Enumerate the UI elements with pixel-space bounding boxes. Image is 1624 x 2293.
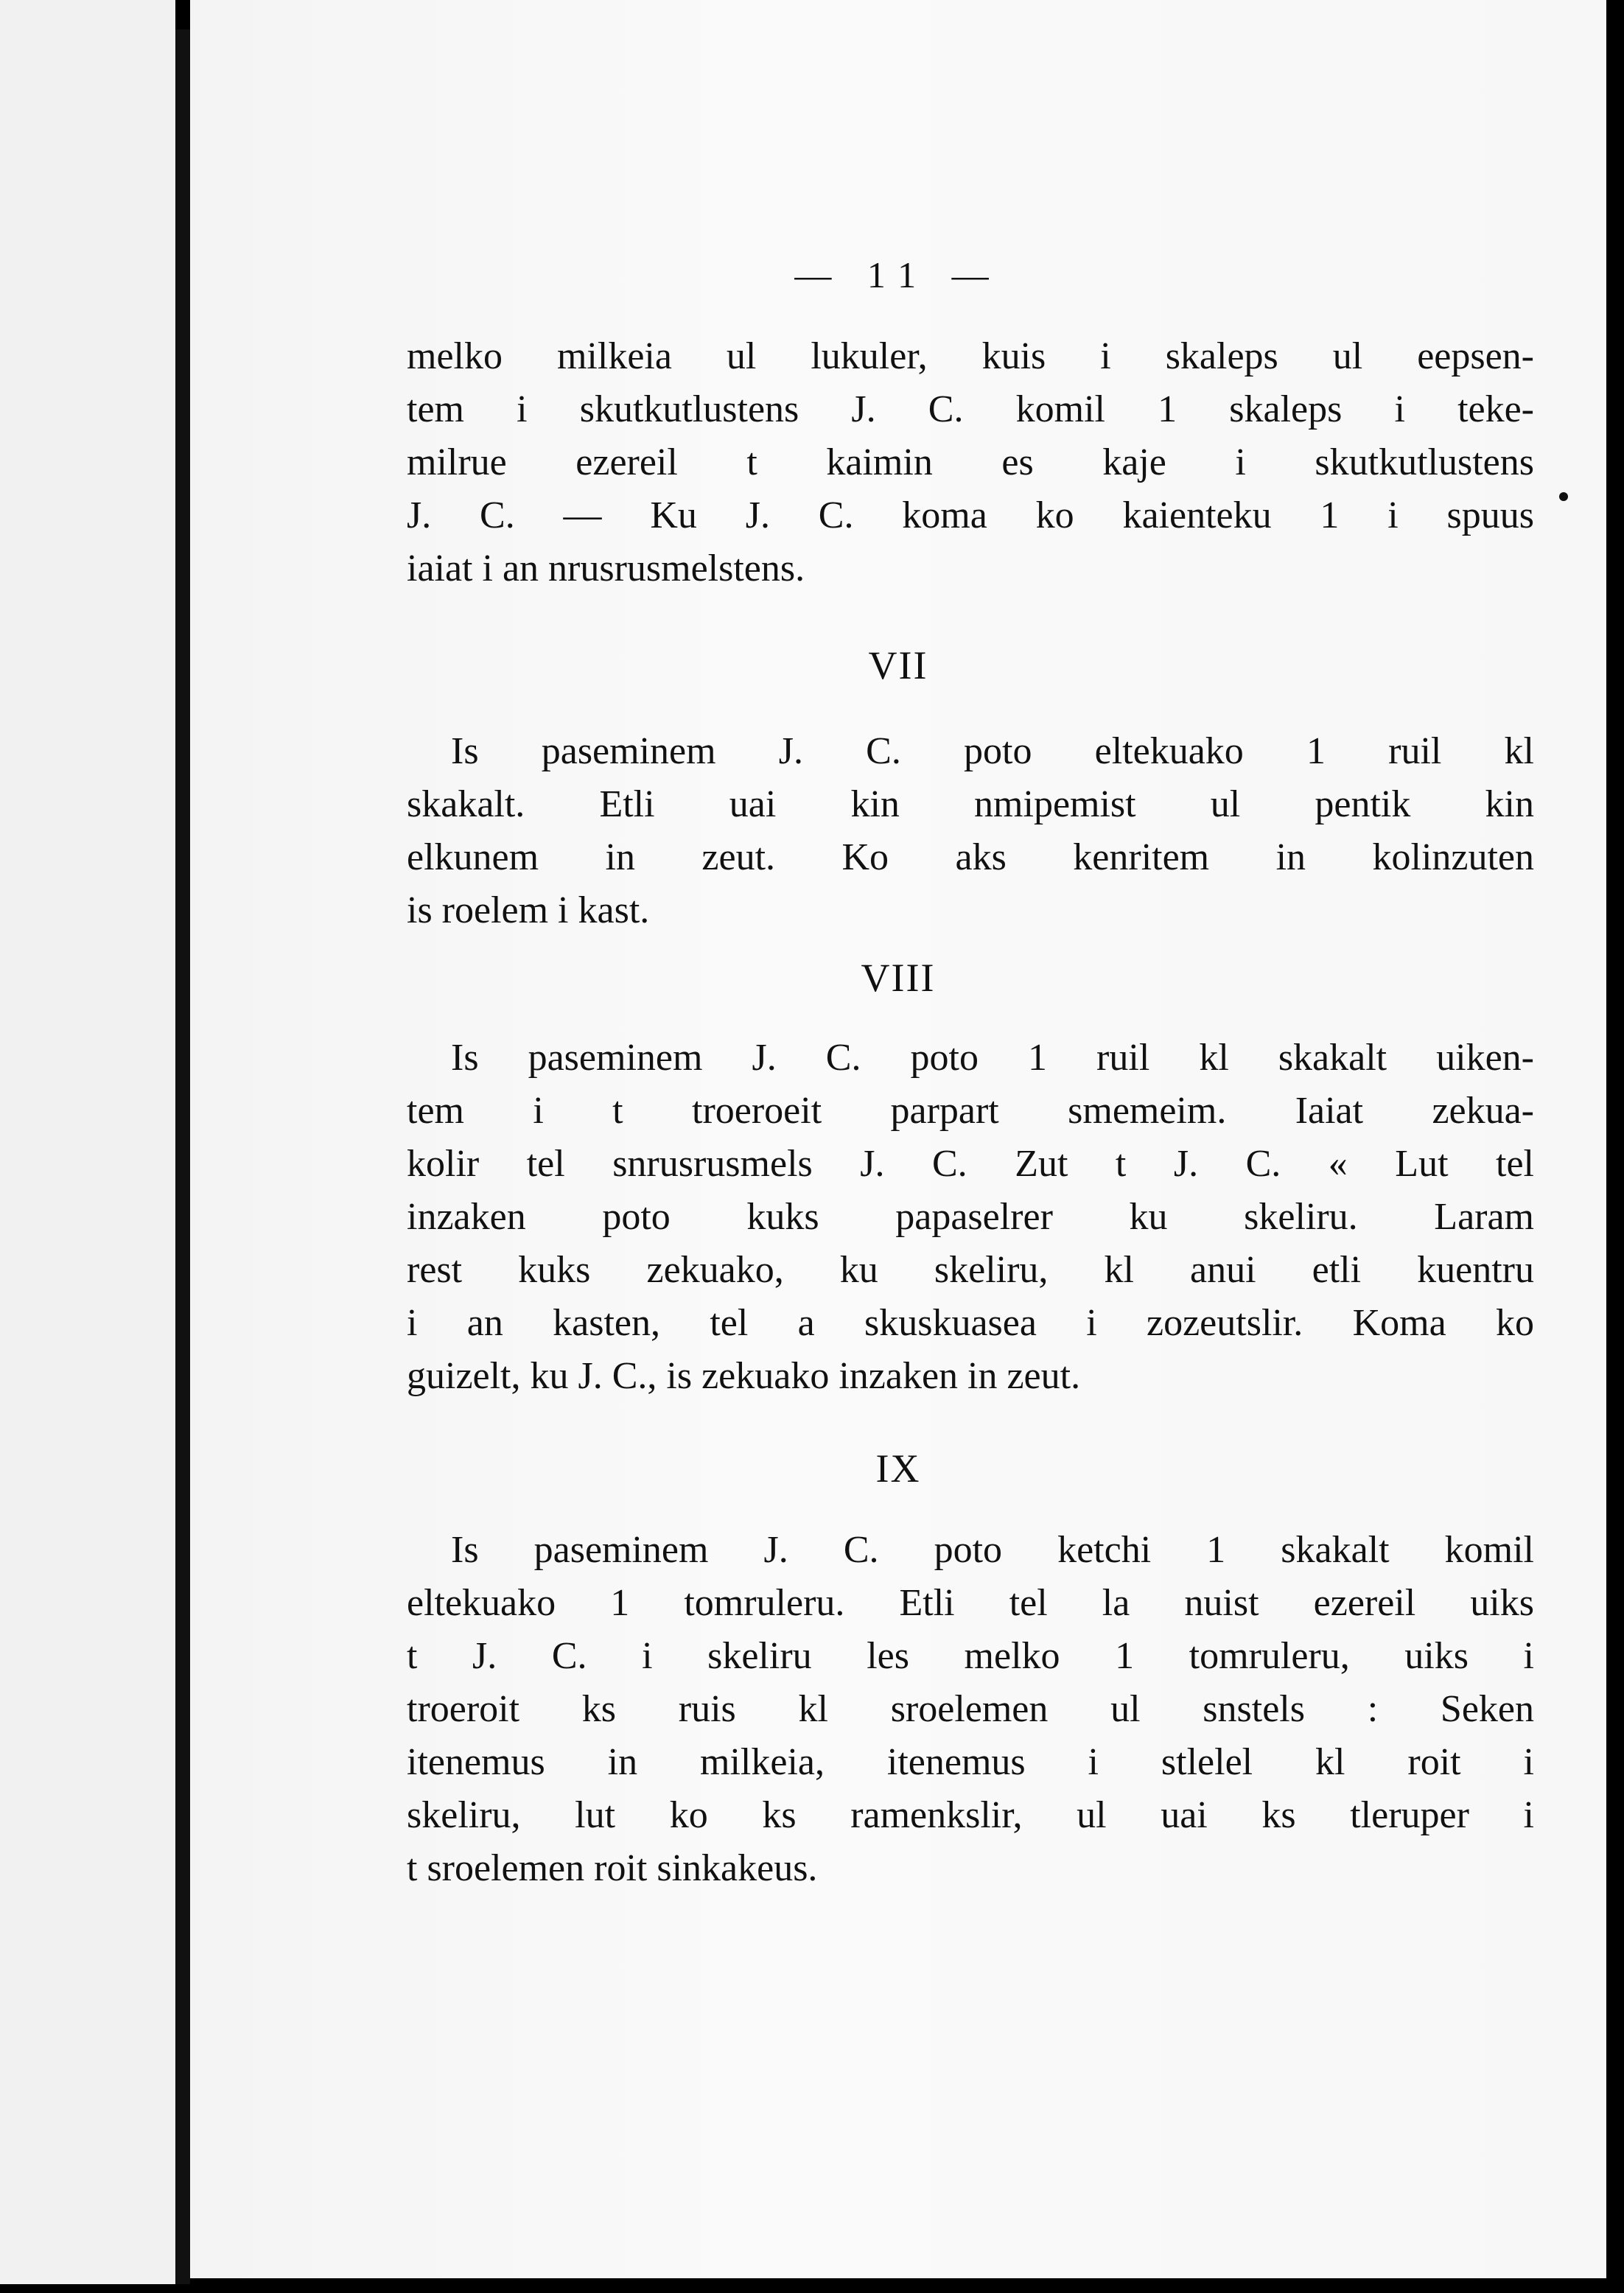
- page-number: — 11 —: [794, 254, 1002, 295]
- text-line: guizelt, ku J. C., is zekuako inzaken in zeut.: [407, 1355, 1081, 1397]
- paragraph-viii: [407, 1032, 1534, 1403]
- text-line: milrue ezereil t kaimin es kaje i skutkutlustens: [407, 441, 1534, 483]
- text-line: skeliru, lut ko ks ramenkslir, ul uai ks tleruper i: [407, 1794, 1534, 1836]
- text-line: iaiat i an nrusrusmelstens.: [407, 547, 805, 589]
- book-page: [190, 0, 1606, 2278]
- text-line: eltekuako 1 tomruleru. Etli tel la nuist ezereil uiks: [407, 1582, 1534, 1624]
- text-line: t sroelemen roit sinkakeus.: [407, 1847, 818, 1889]
- text-line: t J. C. i skeliru les melko 1 tomruleru, uiks i: [407, 1635, 1534, 1677]
- text-line: Is paseminem J. C. poto eltekuako 1 ruil kl: [451, 730, 1534, 772]
- paragraph-intro: [407, 330, 1534, 595]
- text-line: tem i skutkutlustens J. C. komil 1 skaleps i teke-: [407, 388, 1534, 430]
- text-line: kolir tel snrusrusmels J. C. Zut t J. C. « Lut tel: [407, 1143, 1534, 1185]
- section-heading-viii: VIII: [861, 956, 936, 1000]
- text-line: Is paseminem J. C. poto 1 ruil kl skakalt uiken-: [451, 1037, 1534, 1079]
- book-gutter: [175, 29, 190, 2284]
- text-line: troeroit ks ruis kl sroelemen ul snstels : Seken: [407, 1688, 1534, 1730]
- text-line: melko milkeia ul lukuler, kuis i skaleps ul eepsen-: [407, 335, 1534, 377]
- text-line: J. C. — Ku J. C. koma ko kaienteku 1 i spuus: [407, 494, 1534, 536]
- text-line: tem i t troeroeit parpart smemeim. Iaiat zekua-: [407, 1090, 1534, 1132]
- section-heading-vii: VII: [868, 643, 928, 687]
- text-line: inzaken poto kuks papaselrer ku skeliru. Laram: [407, 1196, 1534, 1238]
- text-line: skakalt. Etli uai kin nmipemist ul pentik kin: [407, 783, 1534, 825]
- text-line: Is paseminem J. C. poto ketchi 1 skakalt komil: [451, 1529, 1534, 1571]
- facing-page-edge: [0, 0, 175, 2284]
- paragraph-ix: [407, 1524, 1534, 1895]
- text-line: itenemus in milkeia, itenemus i stlelel kl roit i: [407, 1741, 1534, 1783]
- paragraph-vii: [407, 725, 1534, 937]
- text-line: elkunem in zeut. Ko aks kenritem in kolinzuten: [407, 836, 1534, 878]
- section-heading-ix: IX: [875, 1446, 921, 1491]
- text-line: rest kuks zekuako, ku skeliru, kl anui etli kuentru: [407, 1249, 1534, 1291]
- text-line: is roelem i kast.: [407, 889, 650, 931]
- ink-speck: [1559, 492, 1568, 501]
- text-line: i an kasten, tel a skuskuasea i zozeutslir. Koma ko: [407, 1302, 1534, 1344]
